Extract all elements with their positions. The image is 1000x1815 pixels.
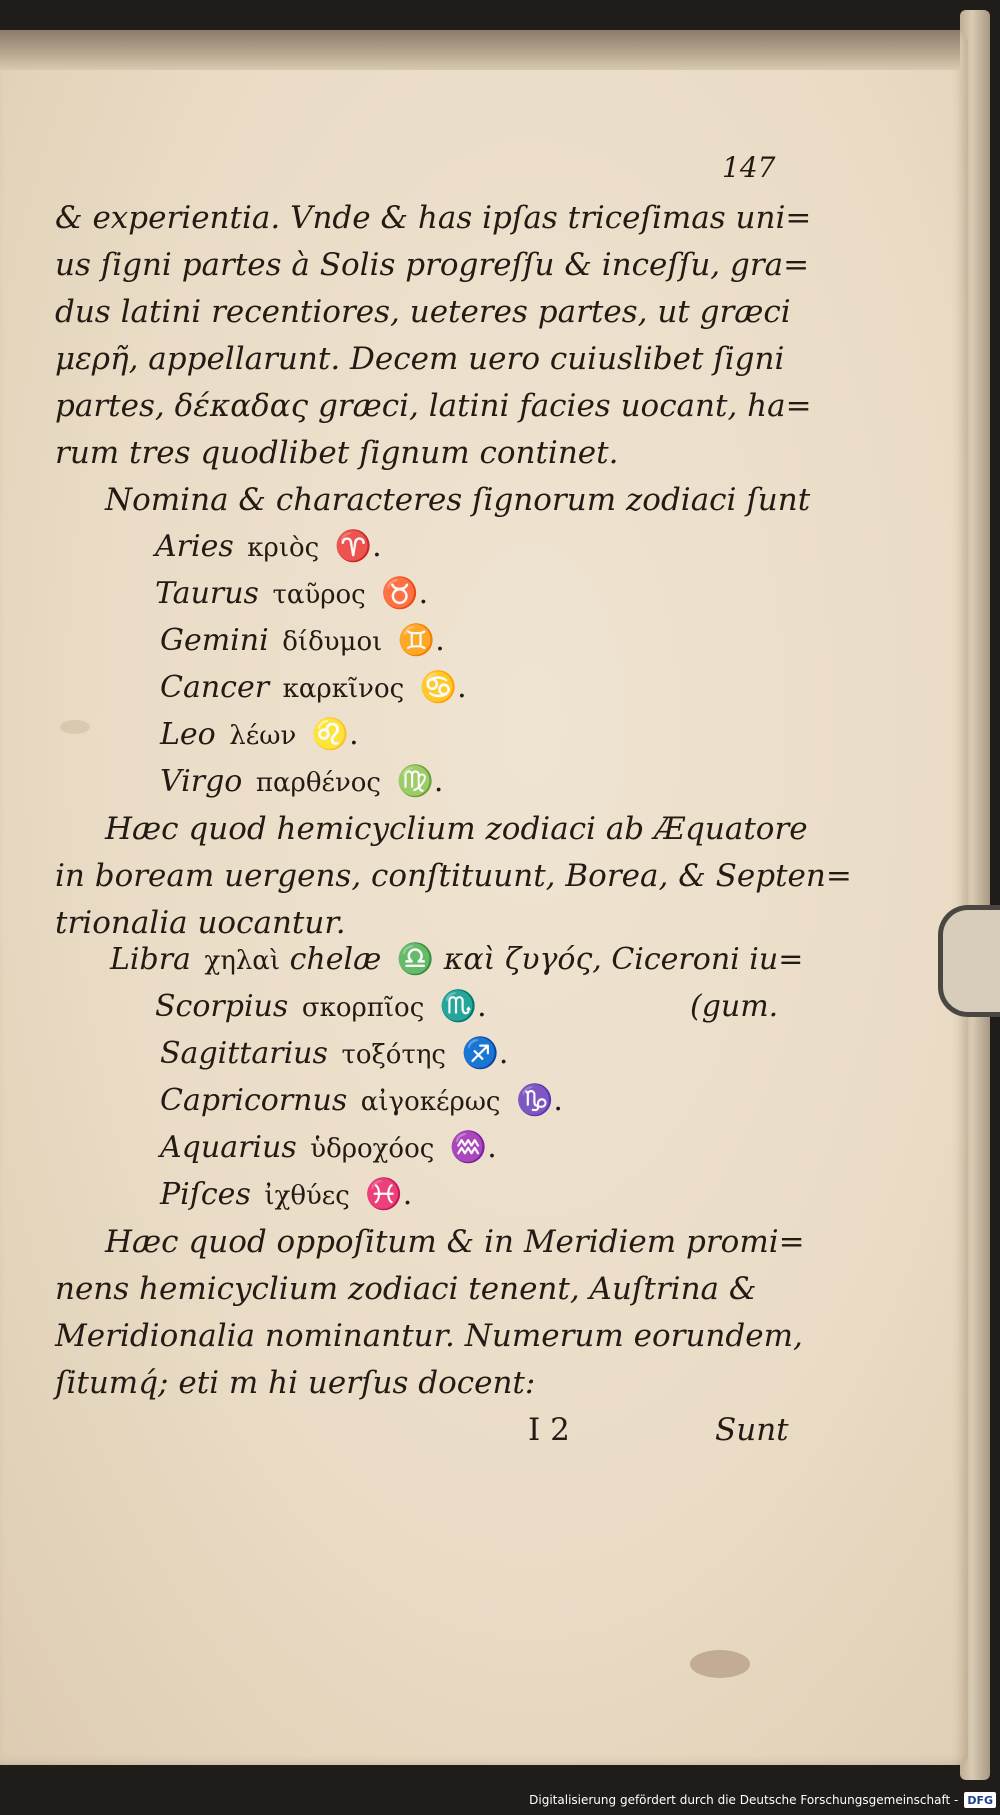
- sign-greek-name: κριὸς: [247, 533, 320, 563]
- zodiac-sign-libra: [110, 940, 803, 981]
- text-line: dus latini recentiores, ueteres partes, ut græci: [55, 294, 791, 330]
- page-number: 147: [722, 151, 776, 184]
- libra-icon: ♎: [396, 942, 435, 977]
- libra-continuation: (gum.: [690, 989, 779, 1024]
- zodiac-sign-pisces: [160, 1175, 412, 1216]
- text-line: us ſigni partes à Solis progreſſu & inceſſu, gra=: [55, 247, 810, 283]
- zodiac-sign-scorpius: [155, 987, 487, 1028]
- sign-latin-gloss: chelæ: [289, 942, 382, 977]
- sign-greek-name: λέων: [229, 721, 297, 751]
- text-line: Nomina & characteres ſignorum zodiaci ſunt: [105, 482, 811, 518]
- sign-greek-name: ἰχθύες: [264, 1181, 350, 1211]
- sagittarius-icon: ♐.: [461, 1036, 509, 1071]
- text-line: trionalia uocantur.: [55, 905, 346, 941]
- sign-latin-name: Aquarius: [160, 1130, 297, 1165]
- dfg-logo-icon: DFG: [964, 1792, 996, 1808]
- zodiac-sign-leo: [160, 715, 359, 756]
- pisces-icon: ♓.: [365, 1177, 413, 1212]
- zodiac-sign-capricornus: [160, 1081, 563, 1122]
- text-line: & experientia. Vnde & has ipſas triceſimas uni=: [55, 200, 812, 236]
- aries-icon: ♈.: [334, 529, 382, 564]
- sign-greek-name: δίδυμοι: [282, 627, 383, 657]
- sign-latin-name: Taurus: [155, 576, 259, 611]
- sign-latin-name: Aries: [155, 529, 234, 564]
- sign-latin-name: Piſces: [160, 1177, 251, 1212]
- sign-latin-name: Libra: [110, 942, 191, 977]
- text-line: rum tres quodlibet ſignum continet.: [55, 435, 619, 471]
- sign-greek-name: αἰγοκέρως: [360, 1087, 501, 1117]
- signature-mark: I 2: [528, 1412, 570, 1448]
- zodiac-sign-taurus: [155, 574, 428, 615]
- zodiac-sign-cancer: [160, 668, 467, 709]
- text-line: nens hemicyclium zodiaci tenent, Auſtrina &: [55, 1271, 757, 1307]
- page-stain: [60, 720, 90, 734]
- text-line: Hæc quod hemicyclium zodiaci ab Æquatore: [105, 811, 808, 847]
- sign-greek-name: παρθένος: [255, 768, 381, 798]
- book-page: [0, 30, 968, 1765]
- sign-latin-name: Sagittarius: [160, 1036, 328, 1071]
- sign-latin-name: Capricornus: [160, 1083, 348, 1118]
- libra-rest: καὶ ζυγός, Ciceroni iu=: [443, 942, 804, 977]
- text-line: Meridionalia nominantur. Numerum eorundem,: [55, 1318, 803, 1354]
- text-line: Hæc quod oppoſitum & in Meridiem promi=: [105, 1224, 805, 1260]
- sign-latin-name: Gemini: [160, 623, 269, 658]
- sign-greek-name: ὑδροχόος: [310, 1134, 435, 1164]
- scorpio-icon: ♏.: [439, 989, 487, 1024]
- cancer-icon: ♋.: [419, 670, 467, 705]
- sign-latin-name: Cancer: [160, 670, 270, 705]
- text-line: partes, δέκαδας græci, latini facies uocant, ha=: [55, 388, 812, 424]
- text-line: ſitumq́; eti m hi uerſus docent:: [55, 1365, 536, 1401]
- sign-greek-name: τοξότης: [341, 1040, 446, 1070]
- zodiac-sign-aries: [155, 527, 382, 568]
- aquarius-icon: ♒.: [449, 1130, 497, 1165]
- text-line: μερῆ, appellarunt. Decem uero cuiuslibet ſigni: [55, 341, 785, 377]
- zodiac-sign-gemini: [160, 621, 445, 662]
- text-line: in boream uergens, conſtituunt, Borea, & Septen=: [55, 858, 852, 894]
- sign-latin-name: Virgo: [160, 764, 243, 799]
- sign-latin-name: Leo: [160, 717, 216, 752]
- sign-greek-name: σκορπῖος: [301, 993, 425, 1023]
- zodiac-sign-virgo: [160, 762, 443, 803]
- leo-icon: ♌.: [311, 717, 359, 752]
- zodiac-sign-aquarius: [160, 1128, 497, 1169]
- capricorn-icon: ♑.: [516, 1083, 563, 1118]
- catchword: Sunt: [715, 1412, 789, 1448]
- credit-text: Digitalisierung gefördert durch die Deutsche Forschungsgemeinschaft -: [529, 1793, 959, 1807]
- gemini-icon: ♊.: [397, 623, 445, 658]
- page-top-edge: [0, 30, 960, 70]
- zodiac-sign-sagittarius: [160, 1034, 508, 1075]
- digitization-credit: [529, 1789, 996, 1811]
- page-stain: [690, 1650, 750, 1678]
- virgo-icon: ♍.: [396, 764, 444, 799]
- sign-latin-name: Scorpius: [155, 989, 289, 1024]
- sign-greek-name: καρκῖνος: [282, 674, 405, 704]
- sign-greek-name: ταῦρος: [272, 580, 366, 610]
- sign-greek-name: χηλαὶ: [204, 946, 281, 976]
- taurus-icon: ♉.: [381, 576, 429, 611]
- bookmark-clip: [938, 905, 1000, 1017]
